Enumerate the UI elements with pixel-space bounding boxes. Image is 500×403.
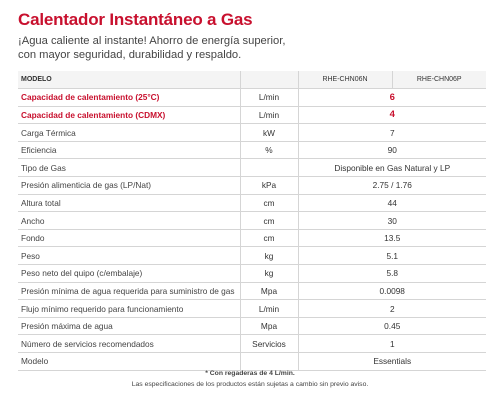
table-row [18, 247, 486, 265]
row-unit: Mpa [240, 317, 298, 335]
table-row [18, 106, 486, 124]
row-label: Presión mínima de agua requerida para suministro de gas [18, 282, 240, 300]
table-row [18, 300, 486, 318]
row-unit: cm [240, 194, 298, 212]
row-unit: L/min [240, 300, 298, 318]
footnotes [0, 368, 500, 390]
page-subtitle [18, 34, 488, 62]
row-label: Capacidad de calentamiento (CDMX) [18, 106, 240, 124]
row-label: Flujo mínimo requerido para funcionamiento [18, 300, 240, 318]
row-value: 5.8 [298, 265, 486, 283]
row-unit: Mpa [240, 282, 298, 300]
spec-table [18, 71, 486, 371]
header-model-1: RHE-CHN06N [298, 71, 392, 89]
row-label: Tipo de Gas [18, 159, 240, 177]
row-unit: L/min [240, 106, 298, 124]
subtitle-line-2: con mayor seguridad, durabilidad y respaldo. [18, 49, 242, 61]
row-label: Ancho [18, 212, 240, 230]
row-value: 7 [298, 124, 486, 142]
row-value: 6 [298, 89, 486, 107]
table-row [18, 124, 486, 142]
row-value: 90 [298, 141, 486, 159]
row-label: Peso [18, 247, 240, 265]
row-label: Número de servicios recomendados [18, 335, 240, 353]
table-row [18, 265, 486, 283]
row-value: Essentials [298, 353, 486, 371]
table-row [18, 335, 486, 353]
row-label: Eficiencia [18, 141, 240, 159]
row-unit: cm [240, 229, 298, 247]
row-value: 2.75 / 1.76 [298, 177, 486, 195]
page-title: Calentador Instantáneo a Gas [18, 10, 253, 29]
row-unit: kPa [240, 177, 298, 195]
row-value: 0.45 [298, 317, 486, 335]
row-value: Disponible en Gas Natural y LP [298, 159, 486, 177]
row-label: Peso neto del quipo (c/embalaje) [18, 265, 240, 283]
row-label: Capacidad de calentamiento (25°C) [18, 89, 240, 107]
table-row [18, 89, 486, 107]
subtitle-line-1: ¡Agua caliente al instante! Ahorro de energía superior, [18, 35, 286, 47]
row-unit: Servicios [240, 335, 298, 353]
header-model: MODELO [18, 71, 240, 89]
row-value: 0.0098 [298, 282, 486, 300]
header-unit [240, 71, 298, 89]
row-value: 30 [298, 212, 486, 230]
row-unit [240, 159, 298, 177]
row-unit: L/min [240, 89, 298, 107]
table-row [18, 212, 486, 230]
row-label: Presión alimenticia de gas (LP/Nat) [18, 177, 240, 195]
table-row [18, 141, 486, 159]
row-value: 4 [298, 106, 486, 124]
spec-table-body [18, 89, 486, 371]
row-unit: kg [240, 265, 298, 283]
table-row [18, 317, 486, 335]
table-row [18, 159, 486, 177]
row-label: Presión máxima de agua [18, 317, 240, 335]
table-row [18, 194, 486, 212]
row-label: Modelo [18, 353, 240, 371]
row-unit: cm [240, 212, 298, 230]
row-unit: kg [240, 247, 298, 265]
row-unit: % [240, 141, 298, 159]
row-value: 5.1 [298, 247, 486, 265]
header-model-2: RHE-CHN06P [392, 71, 486, 89]
row-value: 13.5 [298, 229, 486, 247]
table-row [18, 282, 486, 300]
table-row [18, 229, 486, 247]
row-label: Altura total [18, 194, 240, 212]
table-row [18, 177, 486, 195]
row-value: 1 [298, 335, 486, 353]
row-value: 2 [298, 300, 486, 318]
footnote-disclaimer: Las especificaciones de los productos están sujetas a cambio sin previo aviso. [131, 381, 369, 388]
row-value: 44 [298, 194, 486, 212]
spec-table-header [18, 71, 486, 89]
row-label: Fondo [18, 229, 240, 247]
row-unit: kW [240, 124, 298, 142]
footnote-regaderas: * Con regaderas de 4 L/min. [205, 370, 295, 377]
row-label: Carga Térmica [18, 124, 240, 142]
header-row [18, 71, 486, 89]
